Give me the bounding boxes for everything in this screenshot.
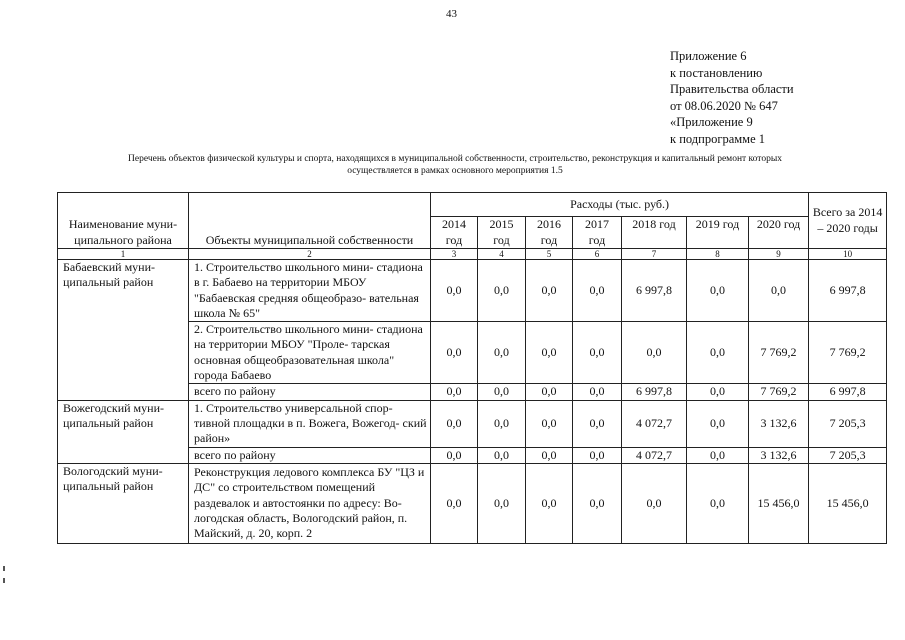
object-name: 1. Строительство универсальной спор- тивной площадки в п. Вожега, Вожегод- ский район»	[189, 400, 431, 447]
value-cell: 0,0	[687, 322, 749, 384]
value-cell: 7 769,2	[809, 322, 887, 384]
header-objects: Объекты муниципальной собственности	[189, 193, 431, 249]
header-year-2015: 2015 год	[478, 217, 526, 249]
column-number: 8	[687, 249, 749, 260]
value-cell: 4 072,7	[622, 447, 687, 463]
value-cell: 0,0	[573, 260, 622, 322]
region-name: Бабаевский муни- ципальный район	[58, 260, 189, 401]
value-cell: 4 072,7	[622, 400, 687, 447]
value-cell: 0,0	[687, 447, 749, 463]
value-cell: 0,0	[431, 463, 478, 543]
value-cell: 6 997,8	[622, 384, 687, 400]
appendix-note	[670, 48, 794, 148]
appendix-line: Приложение 6	[670, 49, 747, 63]
title-line: Перечень объектов физической культуры и спорта, находящихся в муниципальной собственности, строительство, реконструкция и капитальный ремонт которых	[128, 154, 782, 164]
value-cell: 6 997,8	[622, 260, 687, 322]
scan-mark	[3, 566, 5, 571]
column-number: 4	[478, 249, 526, 260]
value-cell: 7 769,2	[749, 384, 809, 400]
column-number: 7	[622, 249, 687, 260]
value-cell: 0,0	[687, 463, 749, 543]
appendix-line: Правительства области	[670, 82, 794, 97]
value-cell: 0,0	[749, 260, 809, 322]
value-cell: 0,0	[478, 322, 526, 384]
value-cell: 0,0	[573, 463, 622, 543]
table-row	[58, 400, 887, 447]
value-cell: 0,0	[431, 384, 478, 400]
value-cell: 7 205,3	[809, 400, 887, 447]
header-region: Наименование муни- ципального района	[58, 193, 189, 249]
appendix-line: к подпрограмме 1	[670, 131, 765, 146]
header-year-2014: 2014 год	[431, 217, 478, 249]
value-cell: 0,0	[526, 260, 573, 322]
value-cell: 0,0	[526, 463, 573, 543]
header-total: Всего за 2014 – 2020 годы	[809, 193, 887, 249]
value-cell: 0,0	[431, 400, 478, 447]
value-cell: 0,0	[526, 322, 573, 384]
value-cell: 0,0	[431, 260, 478, 322]
document-title	[60, 154, 850, 177]
column-number: 10	[809, 249, 887, 260]
value-cell: 6 997,8	[809, 260, 887, 322]
appendix-line: «Приложение 9	[670, 115, 753, 130]
value-cell: 0,0	[478, 447, 526, 463]
title-line: осуществляется в рамках основного мероприятия 1.5	[347, 165, 563, 176]
value-cell: 0,0	[478, 463, 526, 543]
header-year-2019: 2019 год	[687, 217, 749, 249]
appendix-line: к постановлению	[670, 65, 763, 80]
column-number: 1	[58, 249, 189, 260]
value-cell: 3 132,6	[749, 447, 809, 463]
header-year-2016: 2016 год	[526, 217, 573, 249]
table-row	[58, 260, 887, 322]
value-cell: 0,0	[687, 384, 749, 400]
objects-table	[57, 192, 887, 544]
value-cell: 0,0	[622, 463, 687, 543]
value-cell: 0,0	[526, 400, 573, 447]
column-number: 3	[431, 249, 478, 260]
value-cell: 0,0	[478, 400, 526, 447]
total-label: всего по району	[189, 384, 431, 400]
value-cell: 6 997,8	[809, 384, 887, 400]
table-row	[58, 463, 887, 543]
region-name: Вологодский муни- ципальный район	[58, 463, 189, 543]
value-cell: 3 132,6	[749, 400, 809, 447]
column-number: 6	[573, 249, 622, 260]
value-cell: 0,0	[431, 322, 478, 384]
scan-mark	[3, 578, 5, 583]
value-cell: 0,0	[573, 447, 622, 463]
total-label: всего по району	[189, 447, 431, 463]
column-number: 5	[526, 249, 573, 260]
value-cell: 0,0	[526, 384, 573, 400]
value-cell: 0,0	[573, 400, 622, 447]
object-name: 1. Строительство школьного мини- стадиона в г. Бабаево на территории МБОУ "Бабаевская средняя общеобразо- вательная школа № 65"	[189, 260, 431, 322]
value-cell: 0,0	[478, 260, 526, 322]
value-cell: 7 205,3	[809, 447, 887, 463]
value-cell: 0,0	[478, 384, 526, 400]
appendix-line: от 08.06.2020 № 647	[670, 98, 778, 113]
column-number: 2	[189, 249, 431, 260]
value-cell: 0,0	[687, 400, 749, 447]
value-cell: 7 769,2	[749, 322, 809, 384]
value-cell: 0,0	[526, 447, 573, 463]
value-cell: 0,0	[573, 384, 622, 400]
value-cell: 15 456,0	[809, 463, 887, 543]
value-cell: 0,0	[431, 447, 478, 463]
header-year-2020: 2020 год	[749, 217, 809, 249]
header-year-2018: 2018 год	[622, 217, 687, 249]
region-name: Вожегодский муни- ципальный район	[58, 400, 189, 463]
value-cell: 0,0	[573, 322, 622, 384]
page-number: 43	[446, 8, 457, 20]
header-expenses: Расходы (тыс. руб.)	[431, 193, 809, 217]
column-number-row	[58, 249, 887, 260]
column-number: 9	[749, 249, 809, 260]
object-name: 2. Строительство школьного мини- стадиона на территории МБОУ "Проле- тарская основная общеобразовательная школа" города Бабаево	[189, 322, 431, 384]
object-name: Реконструкция ледового комплекса БУ "ЦЗ и ДС" со строительством помещений раздевалок и автостоянки по адресу: Во- логодская область, Вологодский район, п. Майский, д. 20, корп. 2	[189, 463, 431, 543]
value-cell: 0,0	[687, 260, 749, 322]
value-cell: 15 456,0	[749, 463, 809, 543]
value-cell: 0,0	[622, 322, 687, 384]
header-year-2017: 2017 год	[573, 217, 622, 249]
